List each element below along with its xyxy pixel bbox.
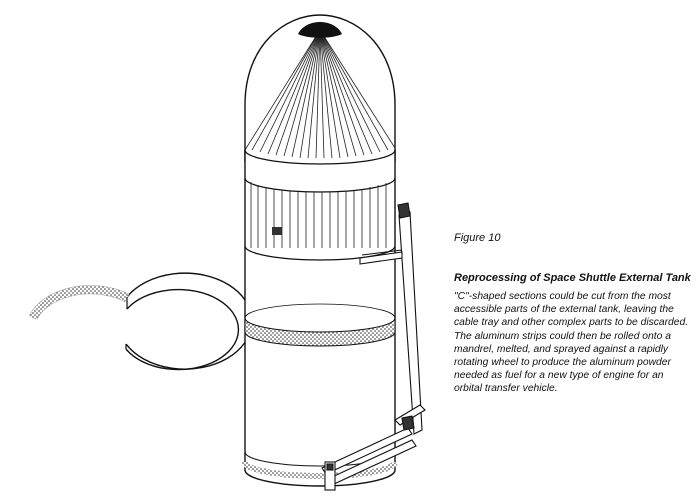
tank-body [245, 150, 395, 486]
external-tank [245, 15, 395, 486]
small-fitting [272, 227, 282, 235]
figure-title: Reprocessing of Space Shuttle External Tank [454, 272, 691, 284]
figure-caption [454, 232, 694, 396]
figure-number: Figure 10 [454, 232, 501, 244]
figure-description: "C"-shaped sections could be cut from the most accessible parts of the external tank, leaving the cable tray and other complex parts to be discarded. The aluminum strips could then be rolled onto a mandrel, melted, and sprayed against a rapidly rotating wheel to produce the aluminum powder needed as fuel for a new type of engine for an orbital transfer vehicle. [454, 291, 689, 395]
c-shaped-ring-section [33, 273, 252, 369]
